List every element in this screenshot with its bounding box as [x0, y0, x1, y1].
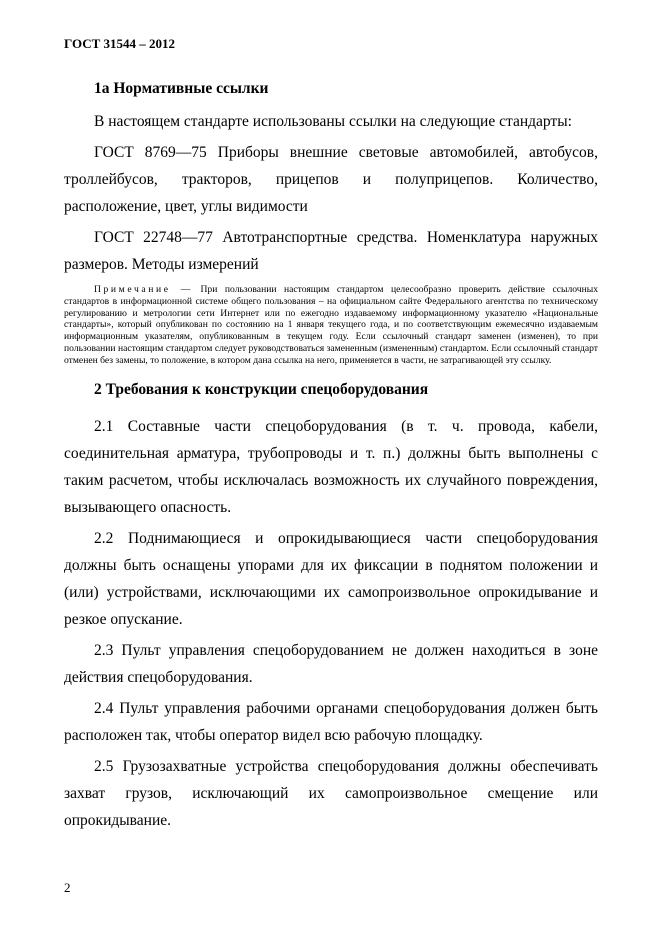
clause-2-1: 2.1 Составные части спецоборудования (в т. ч. провода, кабели, соединительная арматура, трубопроводы и т. п.) должны быть выполнены с таким расчетом, чтобы исключалась возможность их случайного повреждения, вызывающего опасность.: [64, 417, 598, 516]
section-heading-equipment-requirements: 2 Требования к конструкции спецоборудования: [94, 380, 429, 398]
section-heading-normative-references: 1а Нормативные ссылки: [94, 80, 269, 97]
clause-2-5: 2.5 Грузозахватные устройства спецоборудования должны обеспечивать захват грузов, исключающий их самопроизвольное смещение или опрокидывание.: [64, 757, 598, 829]
clause-2-2: 2.2 Поднимающиеся и опрокидывающиеся части спецоборудования должны быть оснащены упорами для их фиксации в поднятом положении и (или) устройствами, исключающими их самопроизвольное опрокидывание и резкое опускание.: [64, 529, 598, 628]
clause-2-3: 2.3 Пульт управления спецоборудованием не должен находиться в зоне действия спецоборудования.: [64, 641, 598, 686]
reference-gost-22748: ГОСТ 22748—77 Автотранспортные средства. Номенклатура наружных размеров. Методы измерений: [64, 229, 598, 273]
document-code-header: ГОСТ 31544 – 2012: [64, 36, 176, 51]
note-block: [64, 284, 598, 367]
reference-gost-8769: ГОСТ 8769—75 Приборы внешние световые автомобилей, автобусов, троллейбусов, тракторов, прицепов и полуприцепов. Количество, расположение, цвет, углы видимости: [64, 144, 598, 215]
clause-2-4: 2.4 Пульт управления рабочими органами спецоборудования должен быть расположен так, чтобы оператор видел всю рабочую площадку.: [64, 699, 598, 744]
page-content: [64, 76, 598, 838]
references-intro: В настоящем стандарте использованы ссылки на следующие стандарты:: [94, 113, 572, 130]
note-text: При пользовании настоящим стандартом целесообразно проверить действие ссылочных стандартов в информационной системе общего пользования – на официальном сайте Федерального агентства по техническому регулированию и метрологии сети Интернет или по ежегодно издаваемому информационному указателю «Национальные стандарты», который опубликован по состоянию на 1 января текущего года, и по соответствующим ежемесячно издаваемым информационным указателям, опубликованным в текущем году. Если ссылочный стандарт заменен (изменен), то при пользовании настоящим стандартом следует руководствоваться замененным (измененным) стандартом. Если ссылочный стандарт отменен без замены, то положение, в котором дана ссылка на него, применяется в части, не затрагивающей эту ссылку.: [64, 284, 598, 366]
note-label: Примечание —: [94, 284, 193, 295]
page-number: 2: [64, 880, 71, 895]
